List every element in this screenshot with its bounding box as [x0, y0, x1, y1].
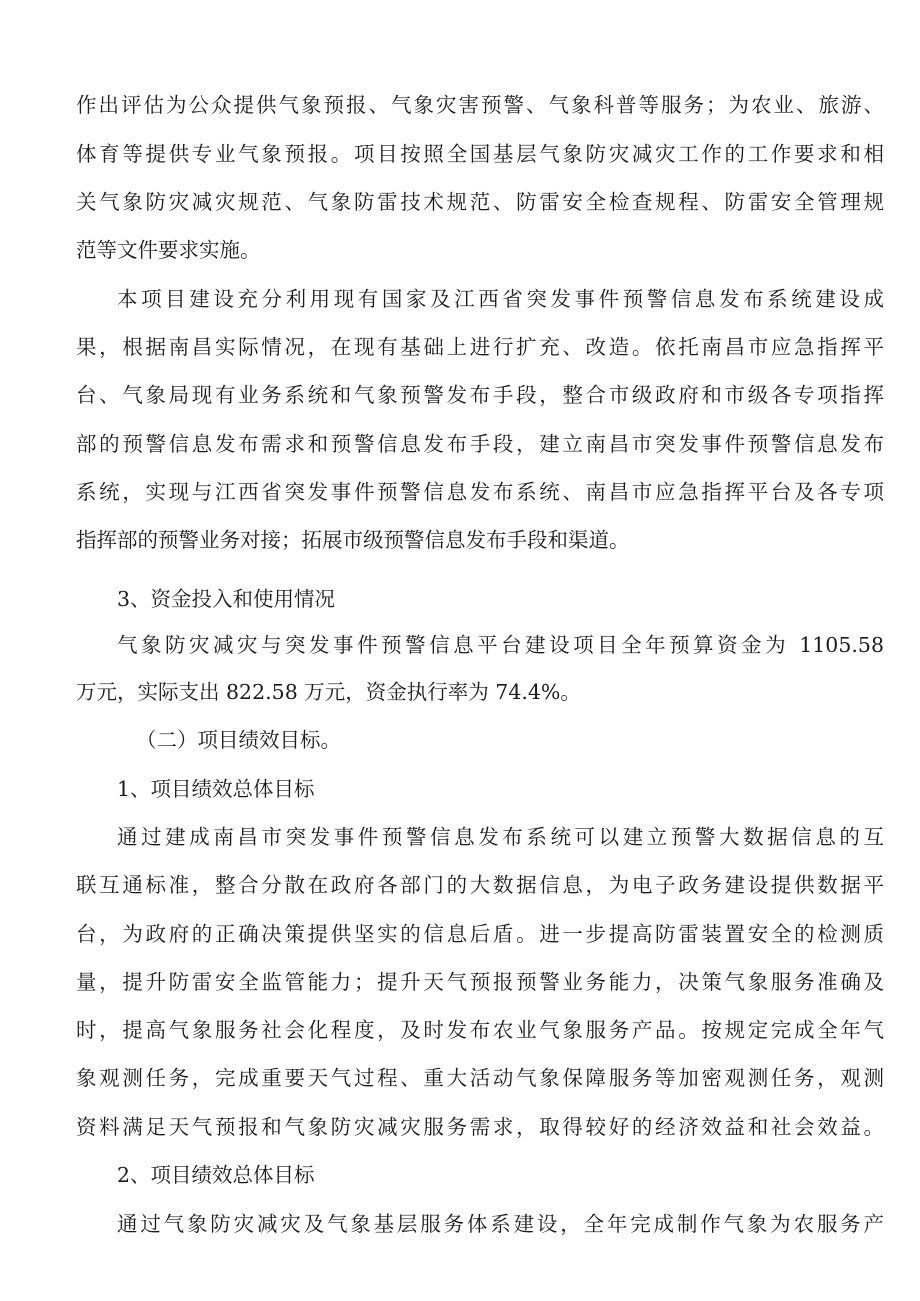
para4-line-2: 联互通标准，整合分散在政府各部门的大数据信息，为电子政务建设提供数据平: [76, 873, 884, 897]
para4-line-1: 通过建成南昌市突发事件预警信息发布系统可以建立预警大数据信息的互: [117, 825, 884, 849]
para1-line-2: 体育等提供专业气象预报。项目按照全国基层气象防灾减灾工作的工作要求和相: [76, 142, 884, 166]
para2-line-5: 系统，实现与江西省突发事件预警信息发布系统、南昌市应急指挥平台及各专项: [76, 480, 884, 504]
para2-line-1: 本项目建设充分利用现有国家及江西省突发事件预警信息发布系统建设成: [117, 287, 884, 311]
para3-line-2: 万元，实际支出 822.58 万元，资金执行率为 74.4%。: [76, 680, 581, 704]
section-heading-funding: 3、资金投入和使用情况: [117, 587, 336, 611]
subheading-goal-2: 2、项目绩效总体目标: [117, 1163, 315, 1187]
para1-line-4: 范等文件要求实施。: [76, 238, 261, 262]
para4-line-3: 台，为政府的正确决策提供坚实的信息后盾。进一步提高防雷装置安全的检测质: [76, 922, 884, 946]
para2-line-4: 部的预警信息发布需求和预警信息发布手段，建立南昌市突发事件预警信息发布: [76, 432, 884, 456]
para2-line-2: 果，根据南昌实际情况，在现有基础上进行扩充、改造。依托南昌市应急指挥平: [76, 335, 884, 359]
section-heading-performance-goals: （二）项目绩效目标。: [136, 728, 341, 752]
para4-line-4: 量，提升防雷安全监管能力；提升天气预报预警业务能力，决策气象服务准确及: [76, 970, 884, 994]
para3-line-1: 气象防灾减灾与突发事件预警信息平台建设项目全年预算资金为 1105.58: [117, 633, 884, 657]
para1-line-1: 作出评估为公众提供气象预报、气象灾害预警、气象科普等服务；为农业、旅游、: [76, 93, 884, 117]
para2-line-3: 台、气象局现有业务系统和气象预警发布手段，整合市级政府和市级各专项指挥: [76, 383, 884, 407]
para5-line-1: 通过气象防灾减灾及气象基层服务体系建设，全年完成制作气象为农服务产: [117, 1212, 884, 1236]
para4-line-7: 资料满足天气预报和气象防灾减灾服务需求，取得较好的经济效益和社会效益。: [76, 1115, 884, 1139]
para4-line-6: 象观测任务，完成重要天气过程、重大活动气象保障服务等加密观测任务，观测: [76, 1066, 884, 1090]
para4-line-5: 时，提高气象服务社会化程度，及时发布农业气象服务产品。按规定完成全年气: [76, 1018, 884, 1042]
para1-line-3: 关气象防灾减灾规范、气象防雷技术规范、防雷安全检查规程、防雷安全管理规: [76, 190, 884, 214]
para2-line-6: 指挥部的预警业务对接；拓展市级预警信息发布手段和渠道。: [76, 528, 630, 552]
subheading-goal-1: 1、项目绩效总体目标: [117, 777, 315, 801]
